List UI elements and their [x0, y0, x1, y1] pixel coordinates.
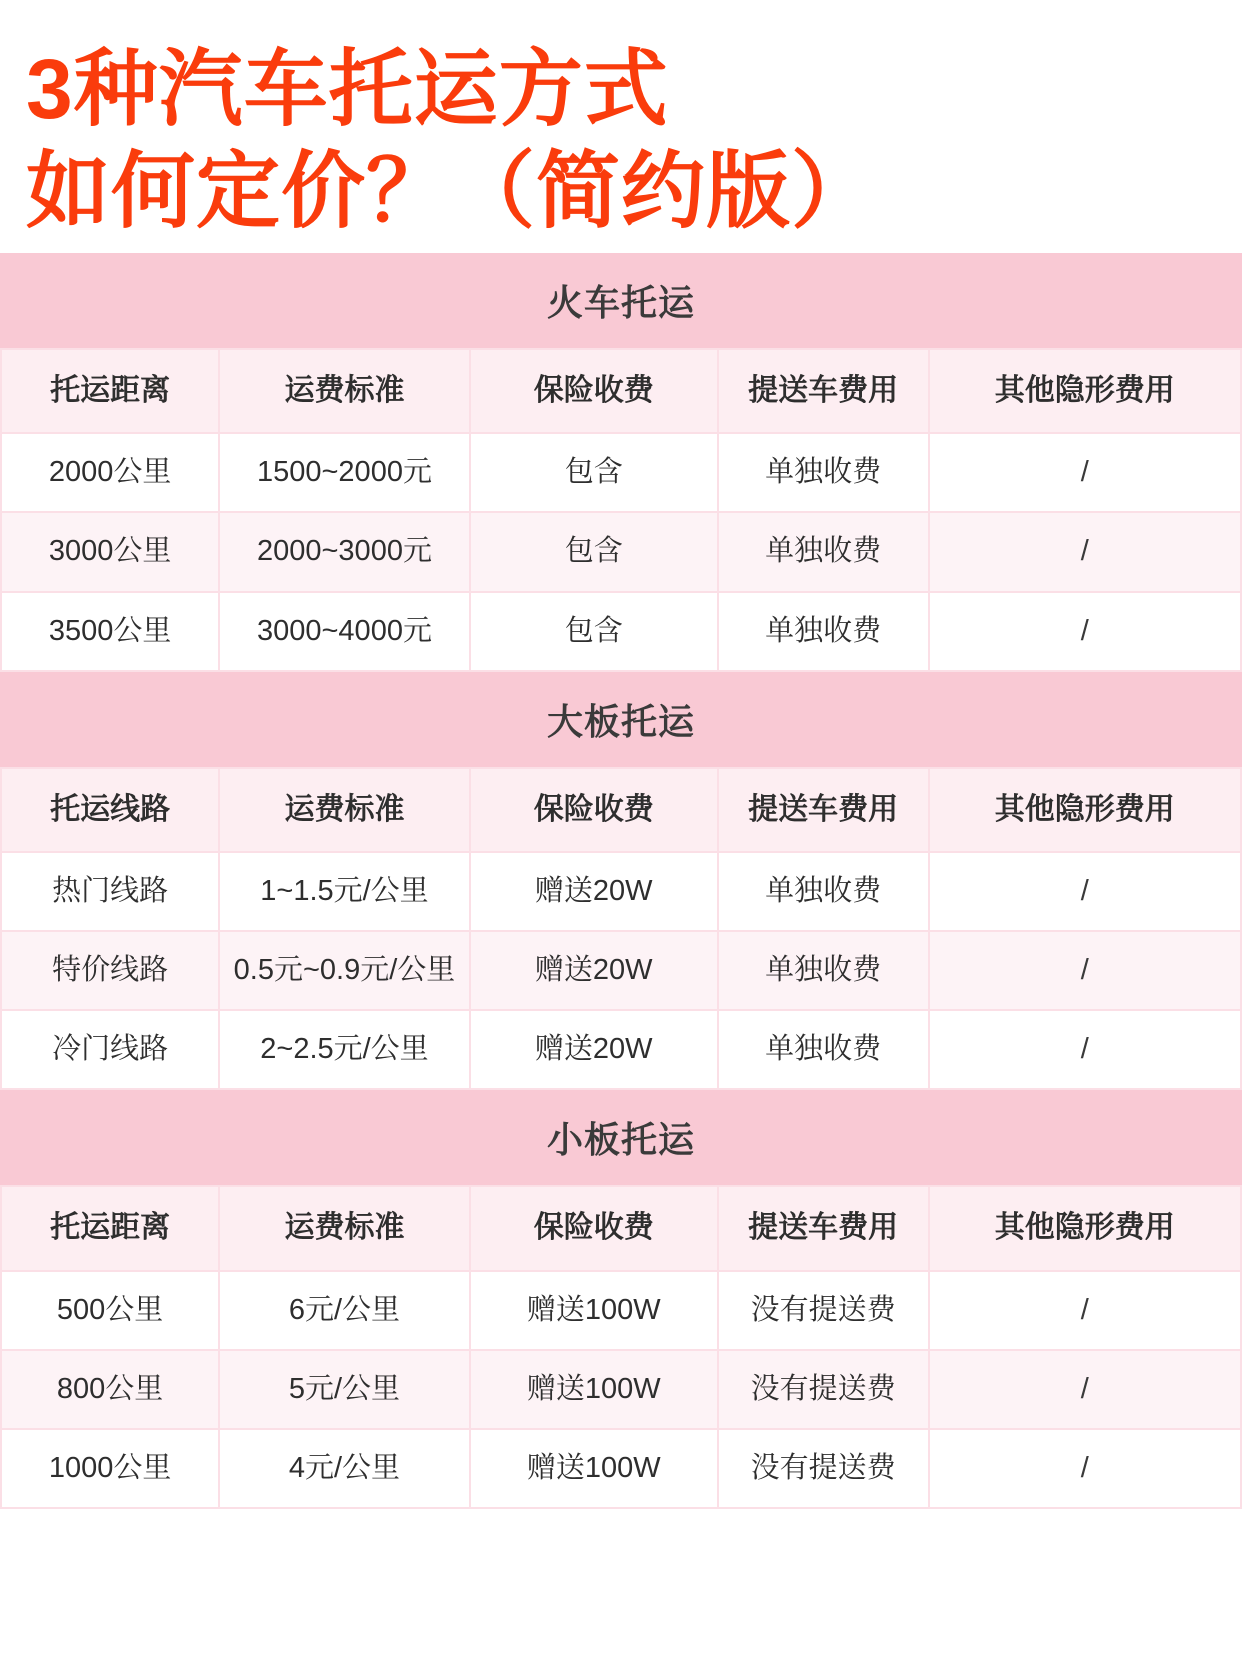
- column-header: 运费标准: [219, 768, 469, 852]
- cell-distance: 2000公里: [1, 433, 219, 512]
- cell-route: 冷门线路: [1, 1010, 219, 1089]
- cell-rate: 2~2.5元/公里: [219, 1010, 469, 1089]
- table-row: [1, 1429, 1241, 1508]
- column-header: 保险收费: [470, 768, 718, 852]
- cell-route: 特价线路: [1, 931, 219, 1010]
- column-header: 保险收费: [470, 349, 718, 433]
- cell-pickup-fee: 单独收费: [718, 592, 929, 671]
- table-row: [1, 592, 1241, 671]
- table-header-row: [1, 349, 1241, 433]
- cell-pickup-fee: 单独收费: [718, 1010, 929, 1089]
- cell-hidden-fee: /: [929, 592, 1242, 671]
- cell-distance: 3500公里: [1, 592, 219, 671]
- table-row: [1, 512, 1241, 591]
- page-title: [0, 0, 1242, 253]
- cell-distance: 1000公里: [1, 1429, 219, 1508]
- cell-rate: 1~1.5元/公里: [219, 852, 469, 931]
- cell-pickup-fee: 单独收费: [718, 852, 929, 931]
- cell-hidden-fee: /: [929, 1350, 1242, 1429]
- column-header: 托运线路: [1, 768, 219, 852]
- cell-hidden-fee: /: [929, 1429, 1242, 1508]
- section-heading-small-carrier: 小板托运: [0, 1090, 1242, 1185]
- column-header: 保险收费: [470, 1186, 718, 1270]
- column-header: 提送车费用: [718, 349, 929, 433]
- pricing-table-large-carrier: [0, 767, 1242, 1091]
- cell-rate: 1500~2000元: [219, 433, 469, 512]
- cell-rate: 3000~4000元: [219, 592, 469, 671]
- cell-pickup-fee: 单独收费: [718, 512, 929, 591]
- cell-hidden-fee: /: [929, 512, 1242, 591]
- cell-rate: 0.5元~0.9元/公里: [219, 931, 469, 1010]
- column-header: 其他隐形费用: [929, 1186, 1242, 1270]
- cell-hidden-fee: /: [929, 433, 1242, 512]
- table-row: [1, 433, 1241, 512]
- cell-rate: 5元/公里: [219, 1350, 469, 1429]
- cell-insurance: 包含: [470, 512, 718, 591]
- table-row: [1, 852, 1241, 931]
- pricing-table-train: [0, 348, 1242, 672]
- column-header: 提送车费用: [718, 1186, 929, 1270]
- cell-insurance: 赠送100W: [470, 1350, 718, 1429]
- cell-insurance: 赠送100W: [470, 1271, 718, 1350]
- cell-hidden-fee: /: [929, 931, 1242, 1010]
- cell-distance: 800公里: [1, 1350, 219, 1429]
- table-header-row: [1, 1186, 1241, 1270]
- table-row: [1, 931, 1241, 1010]
- title-line-1: 3种汽车托运方式: [26, 42, 669, 136]
- table-row: [1, 1271, 1241, 1350]
- cell-rate: 6元/公里: [219, 1271, 469, 1350]
- cell-insurance: 赠送20W: [470, 852, 718, 931]
- column-header: 其他隐形费用: [929, 349, 1242, 433]
- column-header: 托运距离: [1, 1186, 219, 1270]
- section-heading-large-carrier: 大板托运: [0, 672, 1242, 767]
- cell-hidden-fee: /: [929, 1010, 1242, 1089]
- cell-rate: 2000~3000元: [219, 512, 469, 591]
- cell-rate: 4元/公里: [219, 1429, 469, 1508]
- column-header: 运费标准: [219, 1186, 469, 1270]
- cell-hidden-fee: /: [929, 852, 1242, 931]
- cell-pickup-fee: 单独收费: [718, 931, 929, 1010]
- cell-insurance: 包含: [470, 433, 718, 512]
- cell-pickup-fee: 没有提送费: [718, 1271, 929, 1350]
- cell-pickup-fee: 单独收费: [718, 433, 929, 512]
- table-row: [1, 1350, 1241, 1429]
- column-header: 运费标准: [219, 349, 469, 433]
- cell-hidden-fee: /: [929, 1271, 1242, 1350]
- table-header-row: [1, 768, 1241, 852]
- column-header: 其他隐形费用: [929, 768, 1242, 852]
- cell-insurance: 包含: [470, 592, 718, 671]
- title-line-2: 如何定价？（简约版）: [26, 144, 877, 239]
- pricing-table-small-carrier: [0, 1185, 1242, 1509]
- column-header: 提送车费用: [718, 768, 929, 852]
- cell-pickup-fee: 没有提送费: [718, 1429, 929, 1508]
- section-heading-train: 火车托运: [0, 253, 1242, 348]
- cell-route: 热门线路: [1, 852, 219, 931]
- cell-distance: 3000公里: [1, 512, 219, 591]
- cell-insurance: 赠送20W: [470, 1010, 718, 1089]
- table-row: [1, 1010, 1241, 1089]
- column-header: 托运距离: [1, 349, 219, 433]
- cell-pickup-fee: 没有提送费: [718, 1350, 929, 1429]
- cell-insurance: 赠送20W: [470, 931, 718, 1010]
- cell-distance: 500公里: [1, 1271, 219, 1350]
- cell-insurance: 赠送100W: [470, 1429, 718, 1508]
